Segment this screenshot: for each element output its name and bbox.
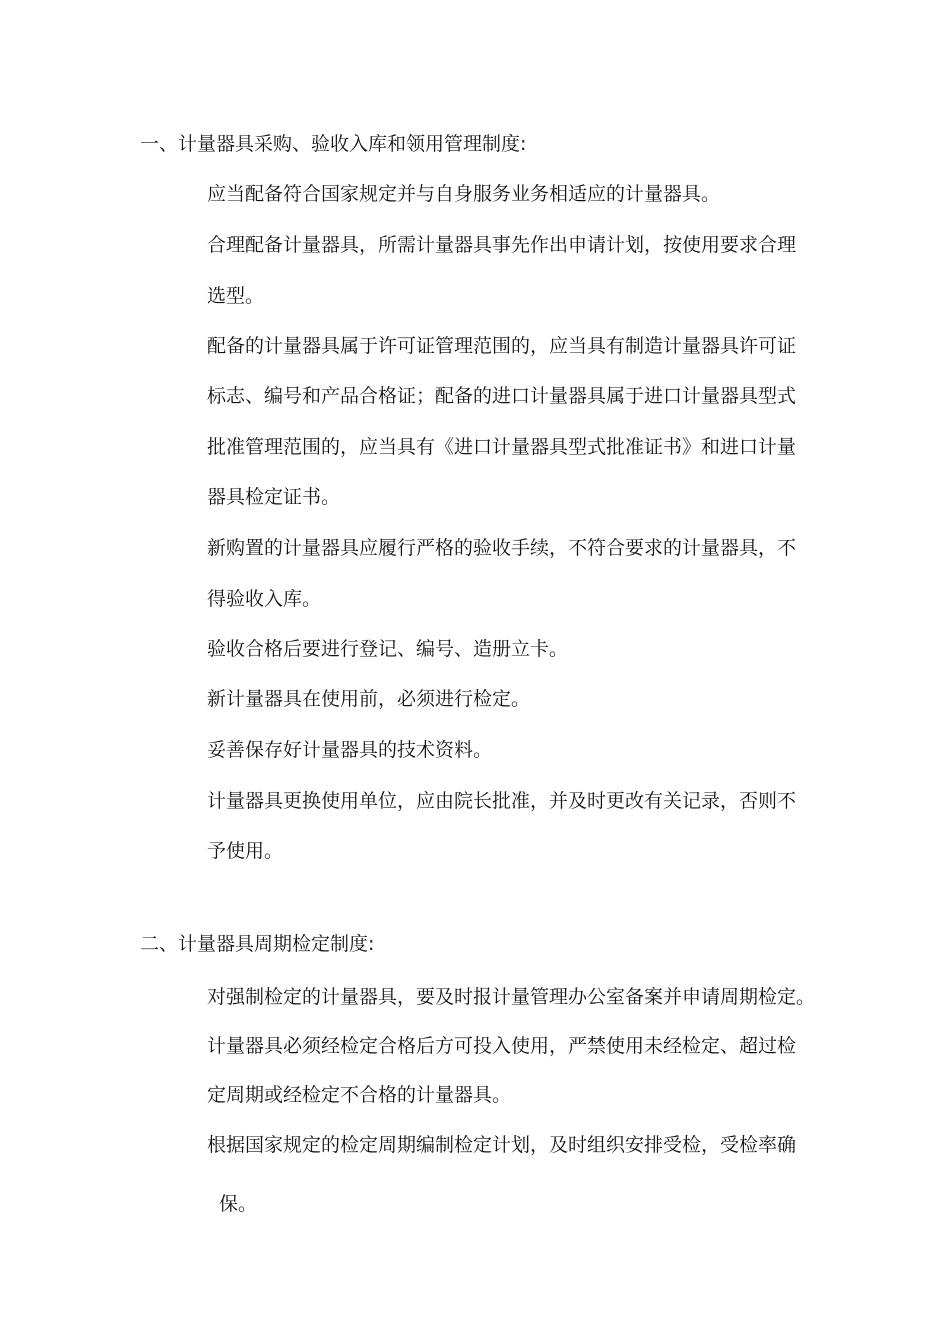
section-1-line-2: 合理配备计量器具，所需计量器具事先作出申请计划，按使用要求合理 [207, 234, 797, 256]
section-1-line-12: 妥善保存好计量器具的技术资料。 [207, 739, 493, 761]
section-1-line-8: 新购置的计量器具应履行严格的验收手续，不符合要求的计量器具，不 [207, 537, 797, 559]
section-1-line-14: 予使用。 [207, 840, 284, 862]
section-2-line-1: 对强制检定的计量器具，要及时报计量管理办公室备案并申请周期检定。 [207, 986, 816, 1008]
section-1-line-11: 新计量器具在使用前，必须进行检定。 [207, 688, 531, 710]
section-1-line-1: 应当配备符合国家规定并与自身服务业务相适应的计量器具。 [207, 183, 721, 205]
section-1-line-4: 配备的计量器具属于许可证管理范围的，应当具有制造计量器具许可证 [207, 335, 797, 357]
section-2-line-2: 计量器具必须经检定合格后方可投入使用，严禁使用未经检定、超过检 [207, 1035, 797, 1057]
section-2-line-4: 根据国家规定的检定周期编制检定计划，及时组织安排受检，受检率确 [207, 1134, 797, 1156]
section-1-line-5: 标志、编号和产品合格证；配备的进口计量器具属于进口计量器具型式 [207, 385, 797, 407]
section-1-line-10: 验收合格后要进行登记、编号、造册立卡。 [207, 638, 569, 660]
section-1-line-7: 器具检定证书。 [207, 486, 341, 508]
section-2-line-5: 保。 [219, 1193, 258, 1215]
section-1-line-13: 计量器具更换使用单位，应由院长批准，并及时更改有关记录，否则不 [207, 790, 797, 812]
section-1-line-9: 得验收入库。 [207, 588, 322, 610]
section-1-line-3: 选型。 [207, 285, 265, 307]
section-2-line-3: 定周期或经检定不合格的计量器具。 [207, 1084, 512, 1106]
section-2-heading: 二、计量器具周期检定制度: [140, 933, 375, 955]
section-1-line-6: 批准管理范围的，应当具有《进口计量器具型式批准证书》和进口计量 [207, 436, 797, 458]
section-1-heading: 一、计量器具采购、验收入库和领用管理制度: [140, 133, 527, 155]
